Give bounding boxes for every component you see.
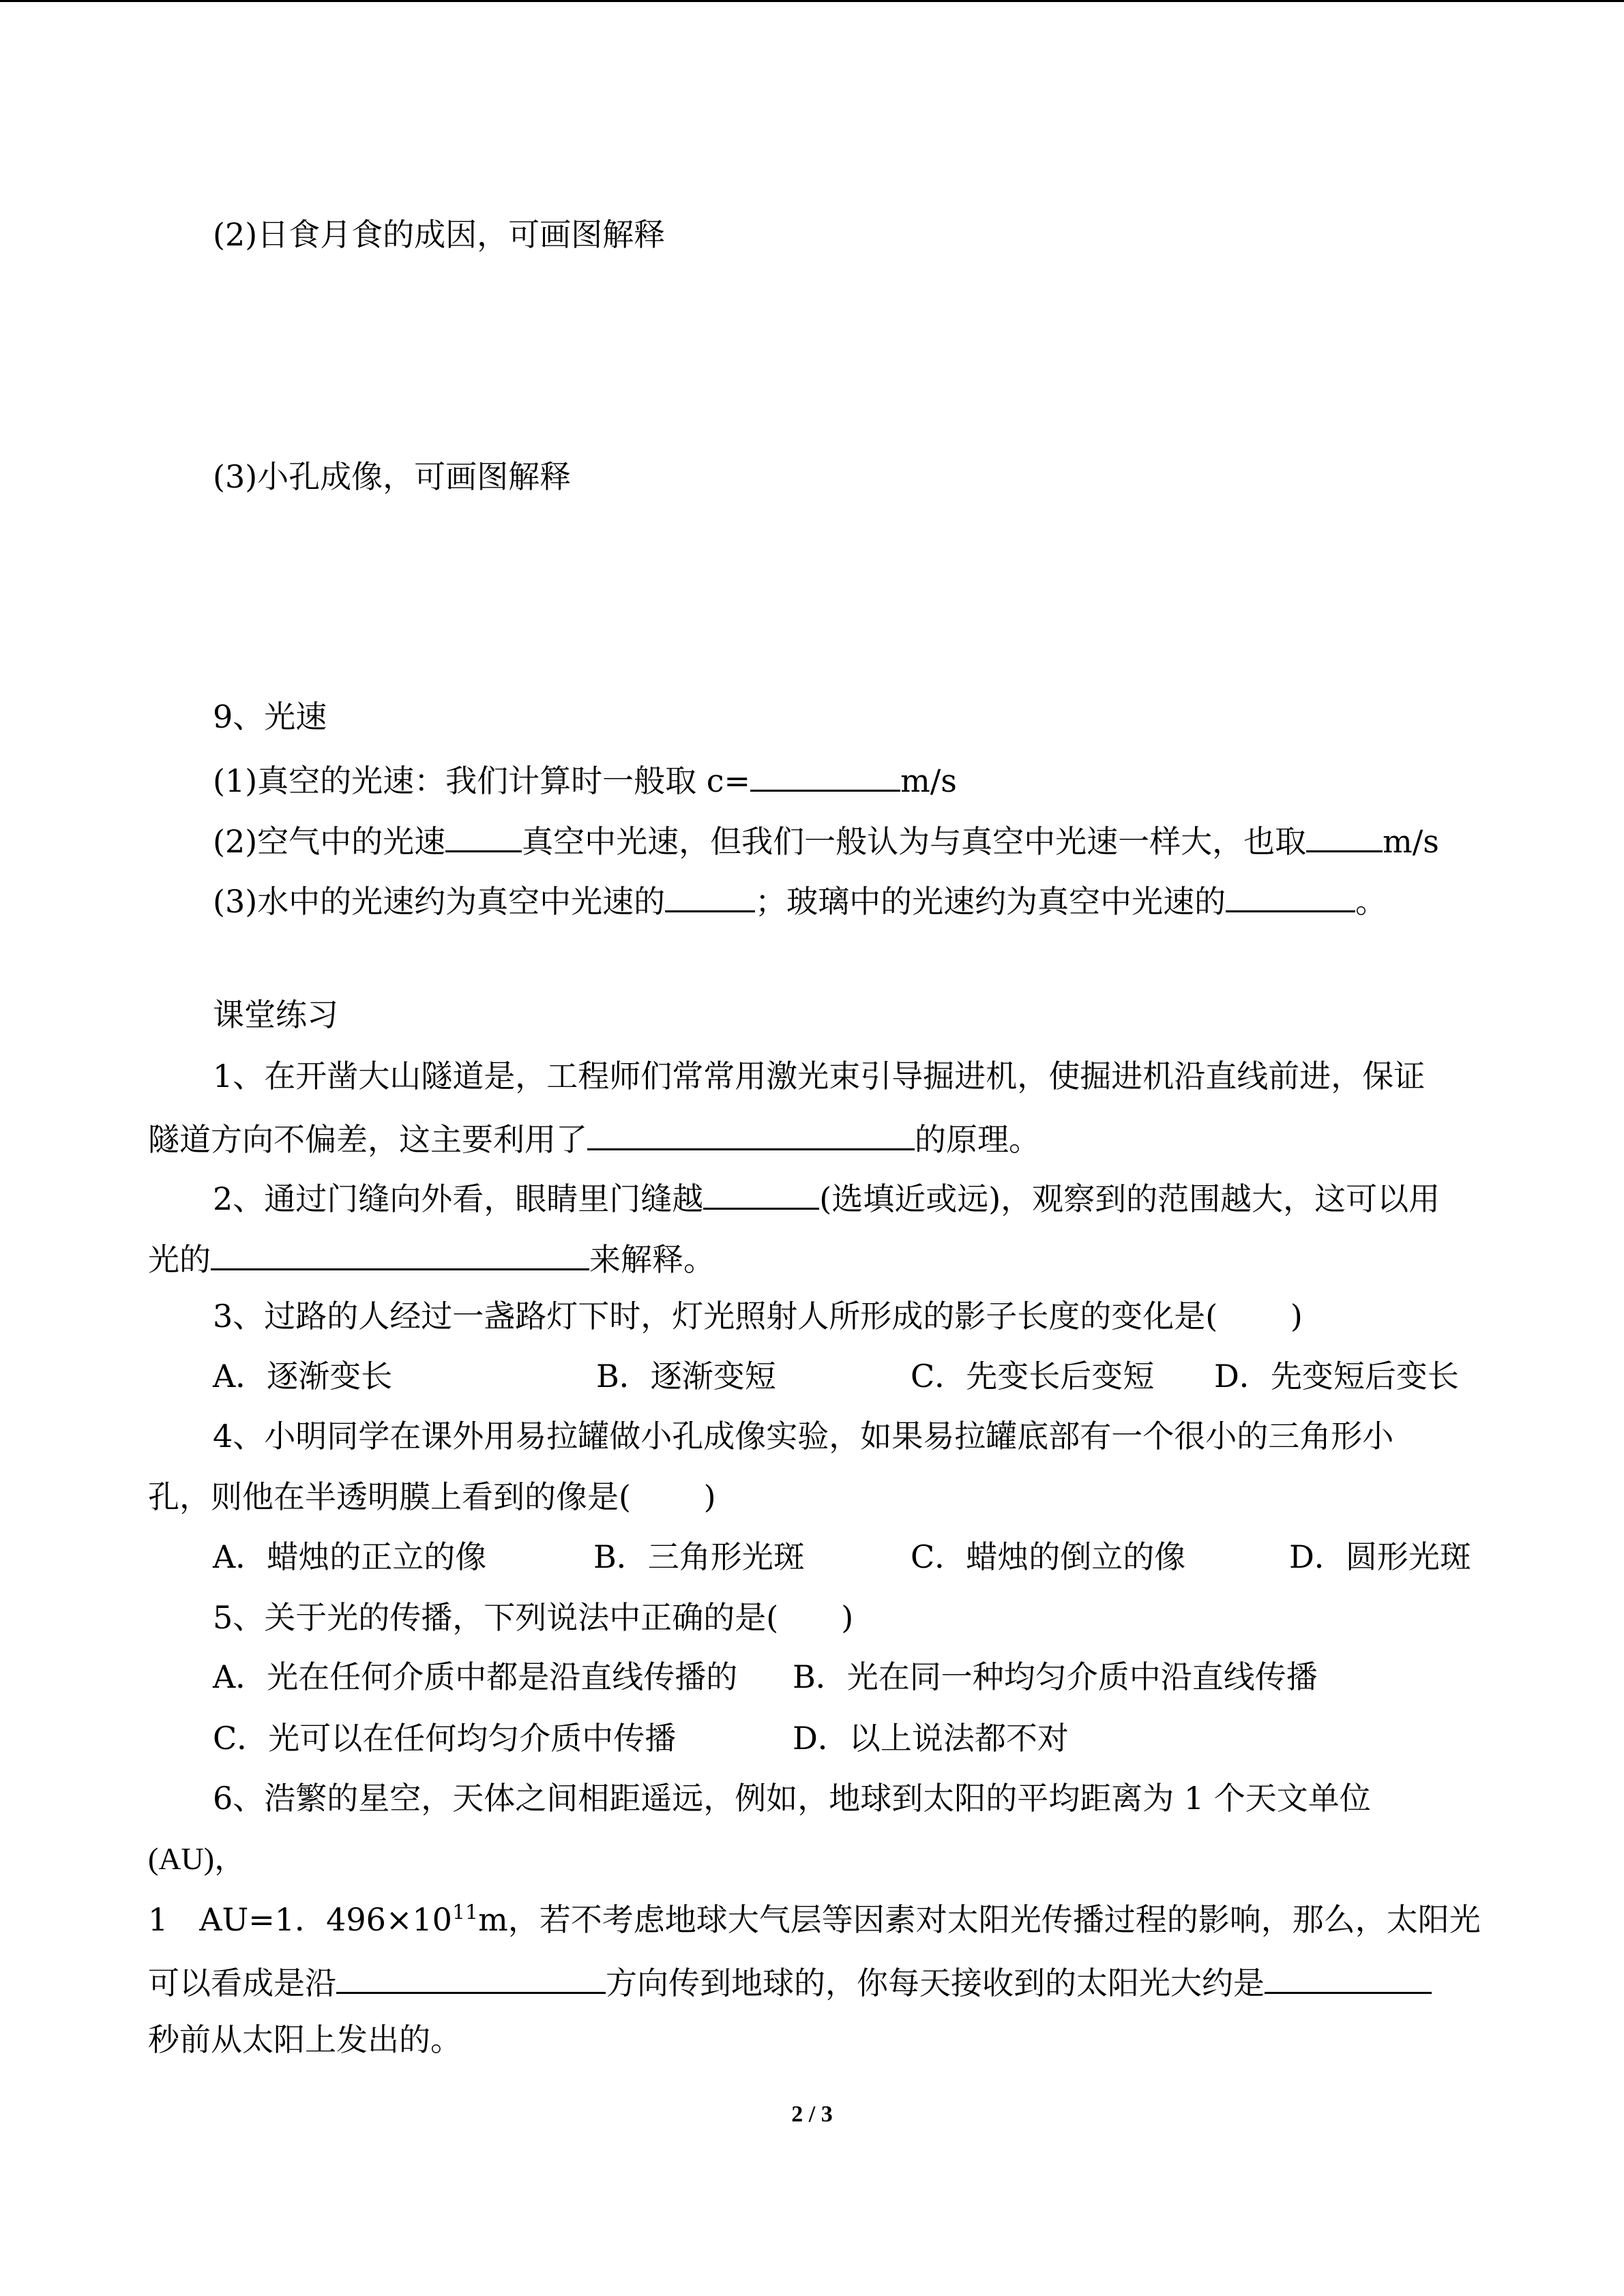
section9-item2-unit: m/s [1383, 823, 1439, 860]
q2-text-a: 2、通过门缝向外看，眼睛里门缝越 [213, 1180, 704, 1217]
q6-exponent: 11 [452, 1900, 479, 1925]
section9-title: 9、光速 [213, 698, 327, 735]
section9-item1-text: (1)真空的光速：我们计算时一般取 c= [213, 762, 751, 799]
q6-line2: (AU)， [148, 1841, 246, 1876]
answer-blank[interactable] [211, 1237, 589, 1270]
answer-blank[interactable] [1306, 819, 1383, 852]
q3-option-d[interactable]: D．先变短后变长 [1214, 1358, 1459, 1395]
section9-item3-end: 。 [1355, 883, 1387, 920]
q2-line1 [213, 1176, 1440, 1218]
page-number: 2 / 3 [791, 2102, 833, 2127]
q4-options [213, 1538, 1481, 1576]
q5-option-c[interactable]: C．光可以在任何均匀介质中传播 [213, 1720, 677, 1757]
top-rule [0, 0, 1624, 2]
answer-blank[interactable] [445, 819, 522, 852]
section9-item3-text-b: ；玻璃中的光速约为真空中光速的 [755, 883, 1226, 920]
q4-line1: 4、小明同学在课外用易拉罐做小孔成像实验，如果易拉罐底部有一个很小的三角形小 [213, 1418, 1394, 1455]
q2-text-c: 光的 [148, 1241, 211, 1278]
q4-option-c[interactable]: C．蜡烛的倒立的像 [911, 1538, 1186, 1575]
section9-item1-unit: m/s [900, 762, 957, 799]
answer-blank[interactable] [1265, 1960, 1432, 1994]
q5-options-row1 [213, 1658, 1481, 1696]
q4-option-a[interactable]: A．蜡烛的正立的像 [213, 1538, 487, 1575]
answer-blank[interactable] [336, 1960, 606, 1994]
q1-line1: 1、在开凿大山隧道是，工程师们常常用激光束引导掘进机，使掘进机沿直线前进，保证 [213, 1058, 1426, 1094]
q2-text-d: 来解释。 [589, 1241, 715, 1278]
q5-option-d[interactable]: D．以上说法都不对 [793, 1720, 1069, 1757]
q1-line2 [148, 1117, 1040, 1159]
q6-line5: 秒前从太阳上发出的。 [148, 2021, 462, 2058]
q5-options-row2 [213, 1719, 1481, 1757]
q3-options [213, 1357, 1481, 1395]
q4-line2: 孔，则他在半透明膜上看到的像是( ) [148, 1478, 716, 1515]
q4-option-d[interactable]: D．圆形光斑 [1289, 1538, 1471, 1575]
q3-stem: 3、过路的人经过一盏路灯下时，灯光照射人所形成的影子长度的变化是( ) [213, 1298, 1303, 1335]
answer-blank[interactable] [587, 1117, 915, 1150]
q5-stem: 5、关于光的传播，下列说法中正确的是( ) [213, 1599, 854, 1636]
section8-item3: (3)小孔成像，可画图解释 [213, 458, 572, 495]
q6-text-c: 可以看成是沿 [148, 1965, 336, 2001]
q3-option-c[interactable]: C．先变长后变短 [911, 1358, 1155, 1395]
section9-item2 [213, 819, 1439, 861]
section9-item1 [213, 758, 957, 800]
section9-item2-text-b: 真空中光速，但我们一般认为与真空中光速一样大，也取 [522, 823, 1307, 860]
q6-text-a: 1 AU=1．496×10 [148, 1901, 452, 1938]
q6-line3 [148, 1900, 1481, 1939]
answer-blank[interactable] [665, 879, 755, 912]
answer-blank[interactable] [703, 1176, 819, 1210]
q2-text-b: (选填近或远)，观察到的范围越大，这可以用 [819, 1180, 1441, 1217]
answer-blank[interactable] [750, 758, 900, 792]
q6-text-d: 方向传到地球的，你每天接收到的太阳光大约是 [606, 1965, 1265, 2001]
q2-line2 [148, 1237, 715, 1279]
q6-line4 [148, 1960, 1432, 2002]
q1-text-b: 的原理。 [915, 1121, 1040, 1158]
q3-option-a[interactable]: A．逐渐变长 [213, 1358, 393, 1395]
practice-heading: 课堂练习 [213, 996, 338, 1033]
section9-item2-text-a: (2)空气中的光速 [213, 823, 446, 860]
q6-line1: 6、浩繁的星空，天体之间相距遥远，例如，地球到太阳的平均距离为 1 个天文单位 [213, 1780, 1371, 1817]
q5-option-b[interactable]: B．光在同一种均匀介质中沿直线传播 [793, 1658, 1318, 1695]
section9-item3 [213, 879, 1387, 921]
section8-item2: (2)日食月食的成因，可画图解释 [213, 216, 666, 253]
q1-text-a: 隧道方向不偏差，这主要利用了 [148, 1121, 587, 1158]
q3-option-b[interactable]: B．逐渐变短 [596, 1358, 776, 1395]
q5-option-a[interactable]: A．光在任何介质中都是沿直线传播的 [213, 1658, 738, 1695]
q6-text-b: m，若不考虑地球大气层等因素对太阳光传播过程的影响，那么，太阳光 [478, 1901, 1481, 1938]
answer-blank[interactable] [1226, 879, 1355, 912]
section9-item3-text-a: (3)水中的光速约为真空中光速的 [213, 883, 666, 920]
q4-option-b[interactable]: B．三角形光斑 [593, 1538, 805, 1575]
